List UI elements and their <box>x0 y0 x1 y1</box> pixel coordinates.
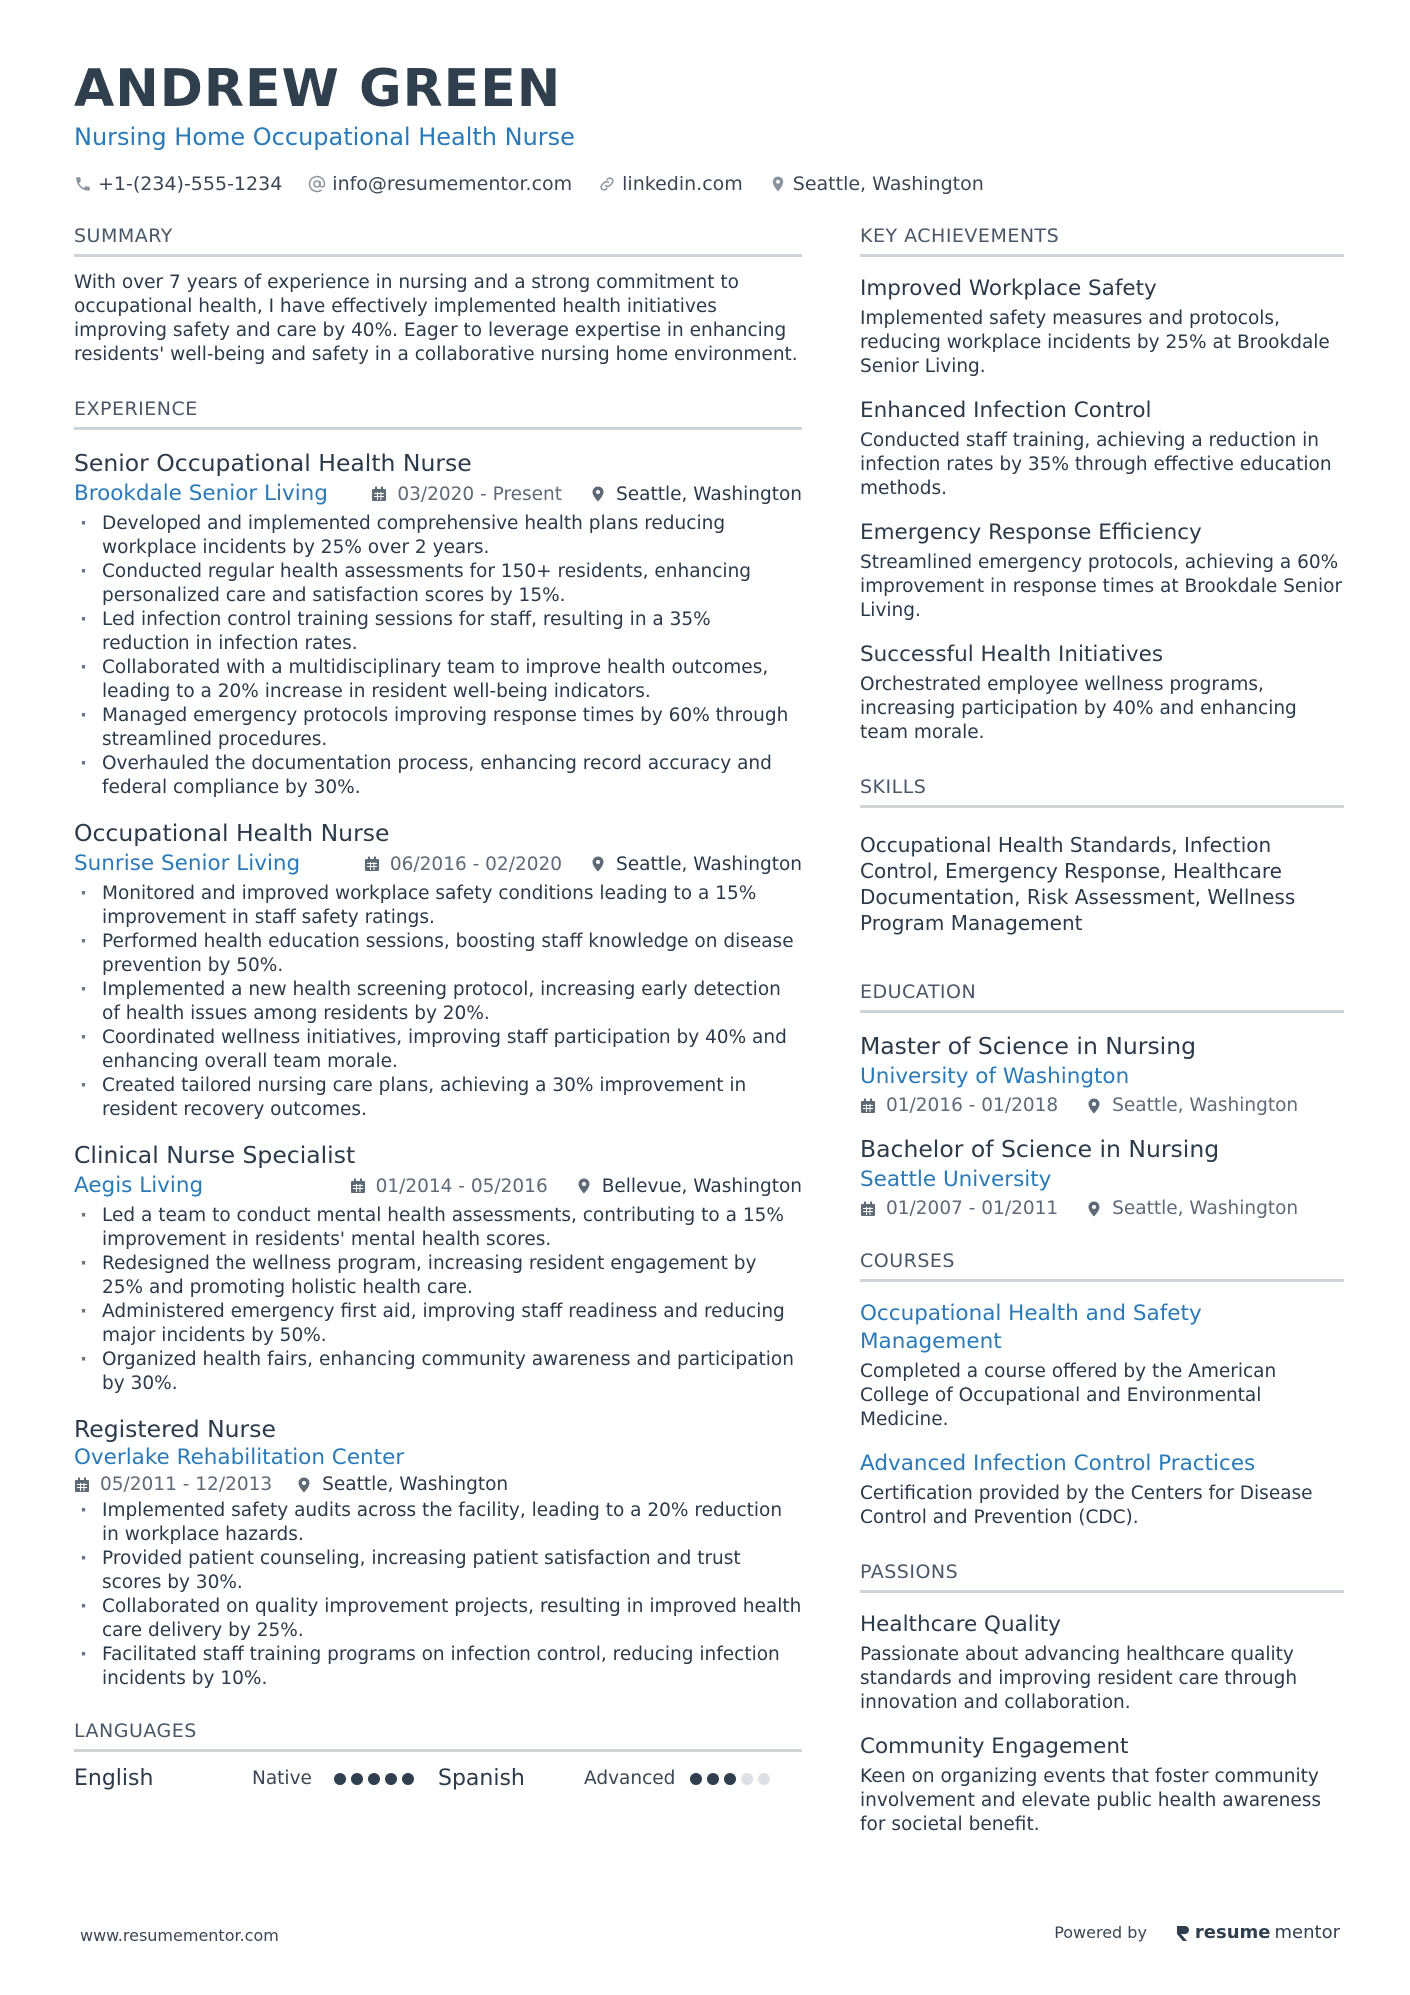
bullet-item: · Conducted regular health assessments for 150+ residents, enhancing personalized care and satisfaction scores by 15%. <box>74 560 802 608</box>
job-dates-text: 06/2016 - 02/2020 <box>389 853 563 875</box>
link-icon <box>598 175 616 193</box>
course-desc: Completed a course offered by the American College of Occupational and Environmental Medicine. <box>860 1361 1277 1430</box>
language-level: Native <box>252 1768 312 1789</box>
passion-desc: Keen on organizing events that foster community involvement and elevate public health awareness for societal benefit. <box>860 1766 1322 1835</box>
education-item <box>860 1031 1344 1116</box>
summary-section <box>74 224 802 367</box>
language-rating <box>690 1773 770 1785</box>
passion-title: Community Engagement <box>860 1734 1129 1759</box>
rating-dot-filled <box>334 1773 346 1785</box>
job-title: Clinical Nurse Specialist <box>74 1141 356 1169</box>
job-title: Senior Occupational Health Nurse <box>74 449 472 477</box>
job-location-text: Seattle, Washington <box>616 483 802 505</box>
education-dates <box>860 1095 1058 1116</box>
email-text: info@resumementor.com <box>332 173 573 195</box>
bullet-item: · Developed and implemented comprehensive health plans reducing workplace incidents by 25% over 2 years. <box>74 512 802 560</box>
bullet-item: · Overhauled the documentation process, enhancing record accuracy and federal compliance by 30%. <box>74 752 802 800</box>
bullet-item: · Led a team to conduct mental health assessments, contributing to a 15% improvement in residents' mental health scores. <box>74 1204 802 1252</box>
skills-heading: SKILLS <box>860 775 1344 808</box>
degree-title: Master of Science in Nursing <box>860 1032 1197 1060</box>
job-entry <box>74 1414 802 1691</box>
brand-name-bold: resume <box>1194 1922 1271 1943</box>
job-meta-right <box>364 854 802 875</box>
languages-heading: LANGUAGES <box>74 1719 802 1752</box>
courses-section <box>860 1249 1344 1530</box>
course-title: Occupational Health and Safety Management <box>860 1301 1202 1354</box>
job-location-text: Bellevue, Washington <box>601 1175 802 1197</box>
education-location-text: Seattle, Washington <box>1112 1198 1299 1219</box>
experience-heading: EXPERIENCE <box>74 397 802 430</box>
education-dates-text: 01/2016 - 01/2018 <box>886 1095 1059 1116</box>
achievement-item <box>860 519 1344 623</box>
calendar-icon <box>364 856 380 872</box>
skills-text: Occupational Health Standards, Infection Control, Emergency Response, Healthcare Documentation, Risk Assessment, Wellness Program Management <box>860 833 1296 935</box>
achievement-desc: Streamlined emergency protocols, achieving a 60% improvement in response times at Brookdale Senior Living. <box>860 552 1343 621</box>
bullet-item: · Implemented a new health screening protocol, increasing early detection of health issues among residents by 20%. <box>74 978 802 1026</box>
summary-heading: SUMMARY <box>74 224 802 257</box>
job-location <box>296 1474 508 1495</box>
job-dates-text: 05/2011 - 12/2013 <box>100 1474 273 1495</box>
passions-heading: PASSIONS <box>860 1560 1344 1593</box>
achievement-item <box>860 397 1344 501</box>
location-pin-icon <box>576 1178 592 1194</box>
job-entry <box>74 448 802 800</box>
job-dates <box>364 854 562 875</box>
degree-title: Bachelor of Science in Nursing <box>860 1135 1220 1163</box>
education-section <box>860 980 1344 1219</box>
resumementor-logo-icon <box>1175 1924 1191 1942</box>
company-name: Aegis Living <box>74 1173 204 1198</box>
location-pin-icon <box>590 486 606 502</box>
bullet-item: · Redesigned the wellness program, increasing resident engagement by 25% and promoting holistic health care. <box>74 1252 802 1300</box>
bullet-item: · Facilitated staff training programs on infection control, reducing infection incidents by 10%. <box>74 1643 802 1691</box>
achievement-title: Successful Health Initiatives <box>860 642 1164 667</box>
job-dates-text: 01/2014 - 05/2016 <box>375 1175 548 1197</box>
achievement-title: Enhanced Infection Control <box>860 398 1152 423</box>
rating-dot-filled <box>707 1773 719 1785</box>
linkedin-text: linkedin.com <box>622 173 743 195</box>
passion-item <box>860 1611 1344 1715</box>
school-name: University of Washington <box>860 1064 1130 1089</box>
language-rating <box>334 1773 414 1785</box>
job-meta <box>74 1474 802 1495</box>
education-dates <box>860 1198 1058 1219</box>
location-text: Seattle, Washington <box>792 173 984 195</box>
education-location <box>1086 1198 1298 1219</box>
job-dates-text: 03/2020 - Present <box>397 483 563 505</box>
course-desc: Certification provided by the Centers for Disease Control and Prevention (CDC). <box>860 1483 1313 1528</box>
education-meta <box>860 1095 1344 1116</box>
achievement-title: Emergency Response Efficiency <box>860 520 1202 545</box>
phone-icon <box>74 175 92 193</box>
course-item <box>860 1300 1344 1432</box>
languages-section <box>74 1719 802 1791</box>
job-location-text: Seattle, Washington <box>322 1474 509 1495</box>
bullet-item: · Created tailored nursing care plans, achieving a 30% improvement in resident recovery outcomes. <box>74 1074 802 1122</box>
passions-section <box>860 1560 1344 1837</box>
education-heading: EDUCATION <box>860 980 1344 1013</box>
achievement-desc: Conducted staff training, achieving a reduction in infection rates by 35% through effective education methods. <box>860 430 1332 499</box>
job-meta <box>74 850 802 878</box>
bullet-item: · Collaborated on quality improvement projects, resulting in improved health care delivery by 25%. <box>74 1595 802 1643</box>
resume-header <box>74 58 1344 196</box>
achievement-title: Improved Workplace Safety <box>860 276 1157 301</box>
passion-item <box>860 1733 1344 1837</box>
language-item <box>74 1766 438 1791</box>
language-name: Spanish <box>438 1766 525 1791</box>
rating-dot-empty <box>758 1773 770 1785</box>
job-entry <box>74 1140 802 1396</box>
contact-email[interactable] <box>308 172 572 196</box>
job-title: Occupational Health Nurse <box>74 819 390 847</box>
left-column <box>74 224 802 1821</box>
at-sign-icon <box>308 175 326 193</box>
school-name: Seattle University <box>860 1167 1052 1192</box>
company-name: Overlake Rehabilitation Center <box>74 1445 405 1470</box>
candidate-name: ANDREW GREEN <box>74 59 562 119</box>
footer-branding <box>1054 1922 1340 1943</box>
right-column <box>860 224 1344 1867</box>
location-pin-icon <box>296 1477 312 1493</box>
brand-name-rest: mentor <box>1274 1922 1340 1943</box>
education-dates-text: 01/2007 - 01/2011 <box>886 1198 1059 1219</box>
company-name: Sunrise Senior Living <box>74 851 301 876</box>
education-location <box>1086 1095 1298 1116</box>
location-pin-icon <box>1086 1098 1102 1114</box>
job-dates <box>74 1474 272 1495</box>
job-location <box>590 484 802 505</box>
rating-dot-filled <box>690 1773 702 1785</box>
company-name: Brookdale Senior Living <box>74 481 328 506</box>
bullet-item: · Implemented safety audits across the facility, leading to a 20% reduction in workplace hazards. <box>74 1499 802 1547</box>
skills-section <box>860 775 1344 936</box>
achievements-heading: KEY ACHIEVEMENTS <box>860 224 1344 257</box>
calendar-icon <box>350 1178 366 1194</box>
brand-logo[interactable] <box>1175 1922 1340 1943</box>
bullet-item: · Provided patient counseling, increasing patient satisfaction and trust scores by 30%. <box>74 1547 802 1595</box>
job-meta-right <box>350 1176 802 1197</box>
bullet-item: · Monitored and improved workplace safety conditions leading to a 15% improvement in staff safety ratings. <box>74 882 802 930</box>
location-pin-icon <box>590 856 606 872</box>
course-title: Advanced Infection Control Practices <box>860 1451 1256 1476</box>
bullet-item: · Organized health fairs, enhancing community awareness and participation by 30%. <box>74 1348 802 1396</box>
bullet-item: · Administered emergency first aid, improving staff readiness and reducing major incidents by 50%. <box>74 1300 802 1348</box>
course-item <box>860 1450 1344 1530</box>
calendar-icon <box>371 486 387 502</box>
job-meta <box>74 480 802 508</box>
job-location <box>590 854 802 875</box>
job-bullets <box>74 882 802 1122</box>
bullet-item: · Coordinated wellness initiatives, improving staff participation by 40% and enhancing overall team morale. <box>74 1026 802 1074</box>
candidate-title: Nursing Home Occupational Health Nurse <box>74 123 575 151</box>
job-bullets <box>74 512 802 800</box>
achievement-desc: Orchestrated employee wellness programs, increasing participation by 40% and enhancing team morale. <box>860 674 1297 743</box>
rating-dot-filled <box>724 1773 736 1785</box>
bullet-item: · Managed emergency protocols improving response times by 60% through streamlined procedures. <box>74 704 802 752</box>
contact-phone <box>74 172 282 196</box>
powered-by-label: Powered by <box>1054 1923 1147 1942</box>
calendar-icon <box>74 1477 90 1493</box>
language-item <box>438 1766 802 1791</box>
rating-dot-filled <box>385 1773 397 1785</box>
passion-title: Healthcare Quality <box>860 1612 1061 1637</box>
bullet-item: · Collaborated with a multidisciplinary team to improve health outcomes, leading to a 20% increase in resident well-being indicators. <box>74 656 802 704</box>
summary-text: With over 7 years of experience in nursing and a strong commitment to occupational health, I have effectively implemented health initiatives improving safety and care by 40%. Eager to leverage expertise in enhancing residents' well-being and safety in a collaborative nursing home environment. <box>74 272 798 365</box>
education-location-text: Seattle, Washington <box>1112 1095 1299 1116</box>
calendar-icon <box>860 1201 876 1217</box>
job-bullets <box>74 1499 802 1691</box>
achievement-desc: Implemented safety measures and protocols, reducing workplace incidents by 25% at Brookdale Senior Living. <box>860 308 1330 377</box>
bullet-item: · Led infection control training sessions for staff, resulting in a 35% reduction in infection rates. <box>74 608 802 656</box>
contact-location <box>769 172 984 196</box>
calendar-icon <box>860 1098 876 1114</box>
job-location <box>576 1176 802 1197</box>
phone-text: +1-(234)-555-1234 <box>98 173 283 195</box>
language-level: Advanced <box>584 1768 676 1789</box>
bullet-item: · Performed health education sessions, boosting staff knowledge on disease prevention by 50%. <box>74 930 802 978</box>
job-dates <box>350 1176 548 1197</box>
achievement-item <box>860 641 1344 745</box>
job-bullets <box>74 1204 802 1396</box>
job-meta <box>74 1172 802 1200</box>
achievement-item <box>860 275 1344 379</box>
contact-row <box>74 172 1344 196</box>
job-location-text: Seattle, Washington <box>616 853 802 875</box>
contact-linkedin[interactable] <box>598 172 743 196</box>
job-title: Registered Nurse <box>74 1415 276 1443</box>
location-pin-icon <box>1086 1201 1102 1217</box>
footer-website[interactable]: www.resumementor.com <box>80 1926 279 1945</box>
rating-dot-empty <box>741 1773 753 1785</box>
passion-desc: Passionate about advancing healthcare quality standards and improving resident care through innovation and collaboration. <box>860 1644 1298 1713</box>
rating-dot-filled <box>402 1773 414 1785</box>
language-name: English <box>74 1766 154 1791</box>
job-meta-right <box>371 484 802 505</box>
achievements-section <box>860 224 1344 745</box>
location-pin-icon <box>769 175 787 193</box>
education-item <box>860 1134 1344 1219</box>
job-entry <box>74 818 802 1122</box>
languages-list <box>74 1766 802 1791</box>
job-dates <box>371 484 562 505</box>
education-meta <box>860 1198 1344 1219</box>
rating-dot-filled <box>368 1773 380 1785</box>
experience-section <box>74 397 802 1691</box>
courses-heading: COURSES <box>860 1249 1344 1282</box>
rating-dot-filled <box>351 1773 363 1785</box>
